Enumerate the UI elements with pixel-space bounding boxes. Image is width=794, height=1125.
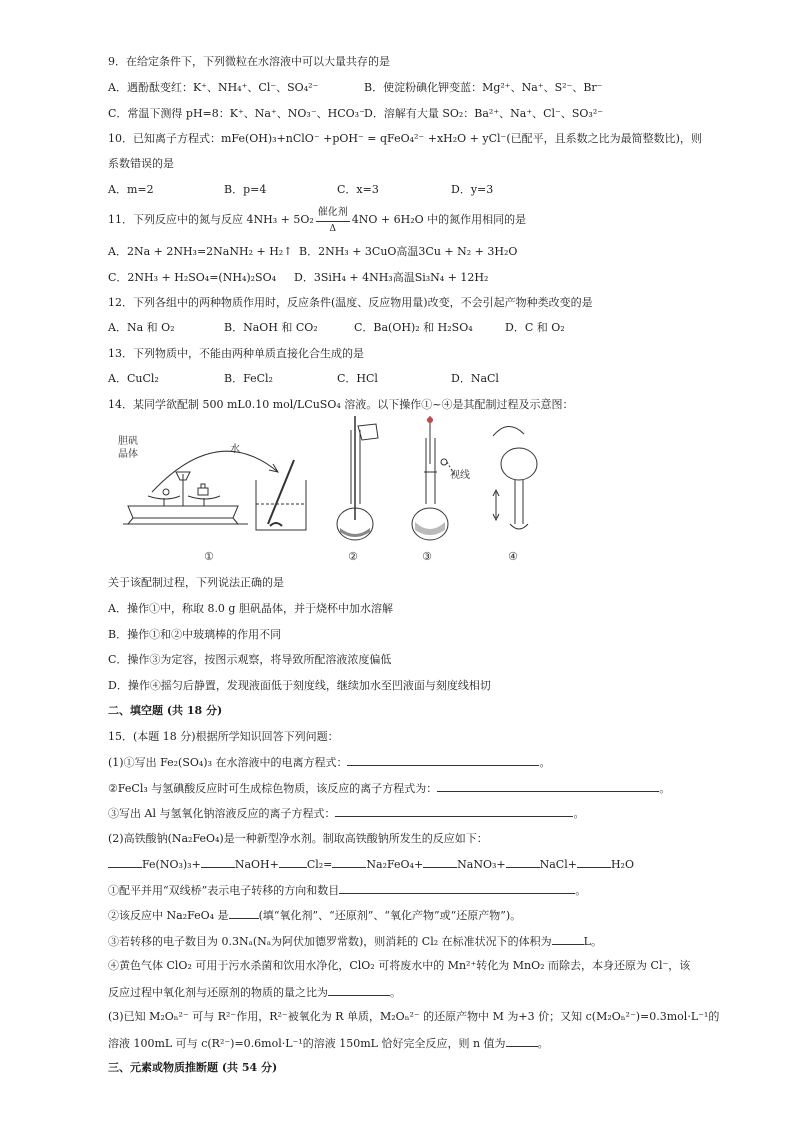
answer-blank[interactable]: [328, 984, 390, 996]
q14-question: 关于该配制过程，下列说法正确的是: [108, 576, 284, 589]
answer-blank[interactable]: [506, 1035, 538, 1047]
q10-option-b: B．p=4: [224, 183, 267, 196]
q14-stem: 14．某同学欲配制 500 mL0.10 mol/LCuSO₄ 溶液。以下操作①~④是其配制过程及示意图：: [108, 398, 574, 411]
crystal-label-1: 胆矾: [118, 436, 138, 447]
coefficient-blank[interactable]: [108, 856, 142, 868]
q15-part1-2-text: ②FeCl₃ 与氢碘酸反应时可生成棕色物质，该反应的离子方程式为：: [108, 782, 438, 795]
q11-option-d: D．3SiH₄ + 4NH₃高温Si₃N₄ + 12H₂: [294, 271, 489, 284]
q15-part3-line2: 溶液 100mL 可与 c(R²⁻)=0.6mol·L⁻¹的溶液 150mL 恰好完全反应，则 n 值为 。: [108, 1037, 549, 1050]
q15-stem: 15．(本题 18 分)根据所学知识回答下列问题：: [108, 730, 339, 743]
q11-stem-post: 4NO + 6H₂O 中的氮作用相同的是: [351, 213, 527, 226]
coefficient-blank[interactable]: [577, 856, 611, 868]
q10-option-a: A．m=2: [108, 183, 154, 196]
coefficient-blank[interactable]: [201, 856, 235, 868]
q13-stem: 13．下列物质中，不能由两种单质直接化合生成的是: [108, 347, 364, 360]
q9-stem: 9．在给定条件下，下列微粒在水溶液中可以大量共存的是: [108, 55, 390, 68]
q15-part2-3: ③若转移的电子数目为 0.3Nₐ(Nₐ为阿伏加德罗常数)，则消耗的 Cl₂ 在标准状况下的体积为 L。: [108, 935, 602, 948]
coefficient-blank[interactable]: [332, 856, 366, 868]
q9-option-a: A．遇酚酞变红：K⁺、NH₄⁺、Cl⁻、SO₄²⁻: [108, 81, 319, 94]
q14-option-c: C．操作③为定容，按图示观察，将导致所配溶液浓度偏低: [108, 653, 392, 666]
water-label: 水: [230, 444, 240, 455]
q14-figure: [108, 412, 568, 570]
coefficient-blank[interactable]: [423, 856, 457, 868]
q10-option-c: C．x=3: [337, 183, 379, 196]
q13-option-d: D．NaCl: [451, 372, 499, 385]
q13-option-c: C．HCl: [337, 372, 378, 385]
q13-option-b: B．FeCl₂: [224, 372, 273, 385]
q13-option-a: A．CuCl₂: [108, 372, 159, 385]
q12-stem: 12．下列各组中的两种物质作用时，反应条件(温度、反应物用量)改变，不会引起产物种类改变的是: [108, 296, 593, 309]
sight-line-label: 视线: [450, 470, 470, 481]
q12-option-d: D．C 和 O₂: [505, 321, 565, 334]
answer-blank[interactable]: [552, 933, 584, 945]
q10-option-d: D．y=3: [451, 183, 494, 196]
q15-part2-1-text: ①配平并用“双线桥”表示电子转移的方向和数目: [108, 884, 340, 897]
q11-stem-pre: 11．下列反应中的氮与反应 4NH₃ + 5O₂: [108, 213, 314, 226]
flask-2: [337, 416, 378, 540]
q15-part1-2: ②FeCl₃ 与氢碘酸反应时可生成棕色物质，该反应的离子方程式为： 。: [108, 782, 671, 795]
q15-part1-3: ③写出 Al 与氢氧化钠溶液反应的离子方程式： 。: [108, 807, 585, 820]
heat-label: Δ: [329, 224, 337, 234]
section-3-heading: 三、元素或物质推断题 (共 54 分): [108, 1061, 278, 1074]
q12-option-a: A．Na 和 O₂: [108, 321, 175, 334]
section-2-heading: 二、填空题 (共 18 分): [108, 704, 223, 717]
q15-part2-2: ②该反应中 Na₂FeO₄ 是 (填“氧化剂”、“还原剂”、“氧化产物”或“还原产物”)。: [108, 909, 522, 922]
q15-part2-intro: (2)高铁酸钠(Na₂FeO₄)是一种新型净水剂。制取高铁酸钠所发生的反应如下：: [108, 832, 488, 845]
q15-part2-4-line2: 反应过程中氧化剂与还原剂的物质的量之比为 。: [108, 986, 401, 999]
fig-label-3: ③: [422, 550, 432, 563]
q11-option-a: A．2Na + 2NH₃=2NaNH₂ + H₂↑: [108, 245, 293, 258]
beaker: [256, 460, 306, 530]
catalyst-label: 催化剂: [317, 207, 348, 218]
flask-2-liquid: [340, 528, 370, 537]
q15-part2-4-line1: ④黄色气体 ClO₂ 可用于污水杀菌和饮用水净化，ClO₂ 可将废水中的 Mn²⁺转化为 MnO₂ 而除去，本身还原为 Cl⁻，该: [108, 959, 691, 972]
flask-3: [412, 416, 454, 540]
q15-equation: Fe(NO₃)₃+ NaOH+ Cl₂= Na₂FeO₄+ NaNO₃+ NaCl+ H₂O: [108, 856, 634, 873]
answer-blank[interactable]: [339, 882, 575, 894]
answer-blank[interactable]: [229, 907, 259, 919]
q12-option-b: B．NaOH 和 CO₂: [224, 321, 318, 334]
fig-label-4: ④: [508, 550, 518, 563]
crystal-label-2: 晶体: [118, 449, 138, 460]
coefficient-blank[interactable]: [279, 856, 307, 868]
coefficient-blank[interactable]: [506, 856, 540, 868]
q15-part1-1-text: (1)①写出 Fe₂(SO₄)₃ 在水溶液中的电离方程式：: [108, 756, 348, 769]
q10-stem-line1: 10．已知离子方程式：mFe(OH)₃+nClO⁻ +pOH⁻ = qFeO₄²⁻ +xH₂O + yCl⁻(已配平，且系数之比为最简整数比)，则: [108, 132, 702, 145]
answer-blank[interactable]: [347, 754, 539, 766]
balance-apparatus: [123, 472, 248, 524]
q9-option-d: D．溶解有大量 SO₂：Ba²⁺、Na⁺、Cl⁻、SO₃²⁻: [364, 107, 604, 120]
flask-4-inverted: [493, 426, 537, 529]
q15-part1-1: (1)①写出 Fe₂(SO₄)₃ 在水溶液中的电离方程式： 。: [108, 756, 551, 769]
q9-option-b: B．使淀粉碘化钾变蓝：Mg²⁺、Na⁺、S²⁻、Br⁻: [364, 81, 603, 94]
q9-option-c: C．常温下测得 pH=8：K⁺、Na⁺、NO₃⁻、HCO₃⁻: [108, 107, 365, 120]
q10-stem-line2: 系数错误的是: [108, 157, 174, 170]
fig-label-1: ①: [204, 550, 214, 563]
answer-blank[interactable]: [335, 805, 573, 817]
answer-blank[interactable]: [437, 780, 659, 792]
flask-3-stopper-top: [427, 417, 433, 423]
transfer-arrow: [152, 451, 278, 492]
q14-option-b: B．操作①和②中玻璃棒的作用不同: [108, 628, 282, 641]
q12-option-c: C．Ba(OH)₂ 和 H₂SO₄: [354, 321, 473, 334]
q11-option-c: C．2NH₃ + H₂SO₄=(NH₄)₂SO₄: [108, 271, 277, 284]
q14-option-d: D．操作④摇匀后静置，发现液面低于刻度线，继续加水至凹液面与刻度线相切: [108, 679, 491, 692]
q11-stem: [108, 207, 527, 234]
q11-option-b: B．2NH₃ + 3CuO高温3Cu + N₂ + 3H₂O: [299, 245, 518, 258]
q14-option-a: A．操作①中，称取 8.0 g 胆矾晶体，并于烧杯中加水溶解: [108, 602, 393, 615]
q15-part1-3-text: ③写出 Al 与氢氧化钠溶液反应的离子方程式：: [108, 807, 336, 820]
catalyst-arrow: [314, 207, 352, 234]
flask-3-liquid: [415, 522, 445, 535]
fig-label-2: ②: [348, 550, 358, 563]
q15-part3-line1: (3)已知 M₂Oₙ²⁻ 可与 R²⁻作用，R²⁻被氧化为 R 单质，M₂Oₙ²⁻ 的还原产物中 M 为+3 价；又知 c(M₂Oₙ²⁻)=0.3mol·L⁻¹的: [108, 1010, 720, 1023]
q15-part2-1: ①配平并用“双线桥”表示电子转移的方向和数目 。: [108, 884, 587, 897]
